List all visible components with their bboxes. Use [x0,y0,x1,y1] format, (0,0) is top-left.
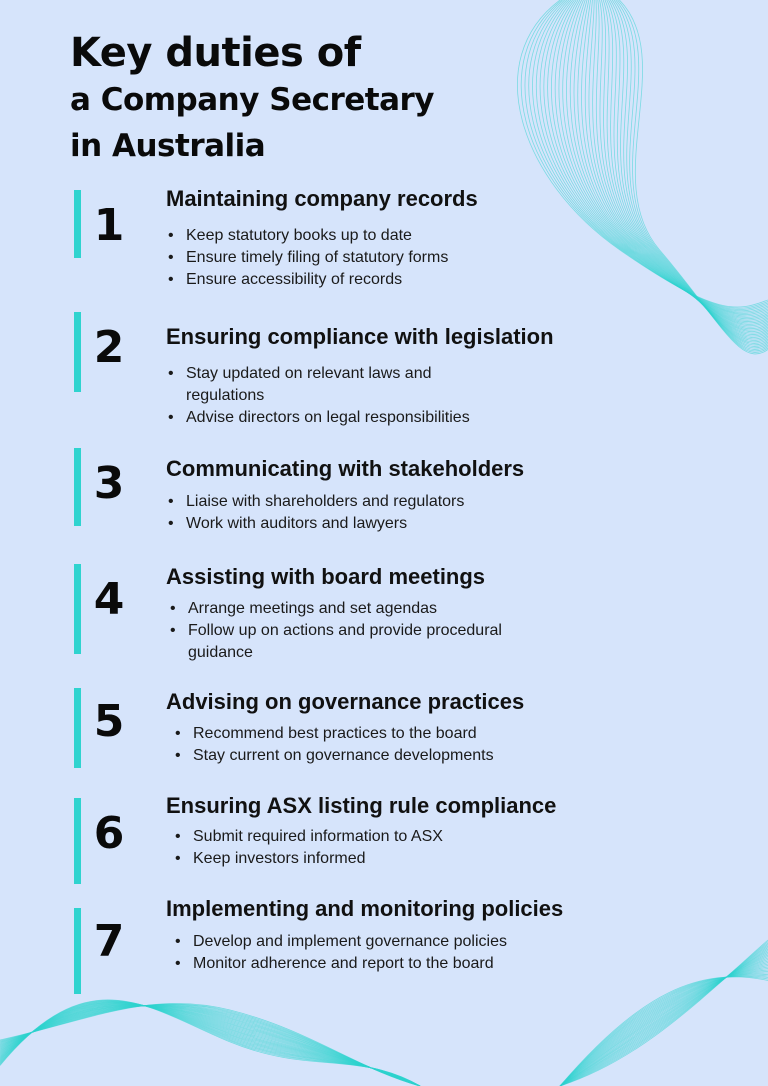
duty-heading: Communicating with stakeholders [166,456,525,481]
duty-bullet: • Arrange meetings and set agendas [168,598,523,620]
duty-number: 5 [93,696,125,747]
duty-bullet: • Recommend best practices to the board [173,723,513,745]
accent-bar [74,688,81,768]
duty-bullet-list [166,491,506,535]
duty-bullet: • Stay updated on relevant laws and regulations [166,363,466,407]
duty-bullet-list [168,598,523,664]
duty-bullet-list [166,363,470,429]
duty-bullet: • Keep investors informed [173,848,513,870]
page-title-line-1: Key duties of [70,30,361,76]
accent-bar [74,448,81,526]
accent-bar [74,564,81,654]
duty-number: 3 [93,458,125,509]
duty-heading: Ensuring compliance with legislation [166,324,554,349]
page-title-line-2: a Company Secretary [70,82,435,118]
duty-number: 4 [93,574,125,625]
duty-bullet: • Ensure timely filing of statutory forms [166,247,506,269]
duty-bullet: • Advise directors on legal responsibilities [166,407,526,429]
duty-bullet: • Follow up on actions and provide procedural guidance [168,620,523,664]
duty-bullet: • Stay current on governance developments [173,745,513,767]
duty-bullet: • Submit required information to ASX [173,826,513,848]
duty-bullet: • Work with auditors and lawyers [166,513,506,535]
duty-bullet-list [173,723,513,767]
duty-bullet-list [173,826,513,870]
accent-bar [74,312,81,392]
duty-heading: Assisting with board meetings [166,564,486,589]
duty-number: 2 [93,322,125,373]
duty-bullet-list [166,225,506,291]
accent-bar [74,908,81,994]
duty-bullet: • Ensure accessibility of records [166,269,506,291]
page-title-line-3: in Australia [70,128,266,164]
duty-heading: Maintaining company records [166,186,478,211]
accent-bar [74,798,81,884]
duty-heading: Implementing and monitoring policies [166,896,564,921]
duty-bullet: • Liaise with shareholders and regulators [166,491,506,513]
duty-number: 7 [93,916,125,967]
duty-bullet: • Develop and implement governance policies [173,931,533,953]
duty-heading: Ensuring ASX listing rule compliance [166,793,557,818]
duty-bullet-list [173,931,533,975]
duty-number: 6 [93,808,125,859]
accent-bar [74,190,81,258]
duty-bullet: • Monitor adherence and report to the board [173,953,533,975]
duty-number: 1 [93,200,125,251]
duty-bullet: • Keep statutory books up to date [166,225,506,247]
duty-heading: Advising on governance practices [166,689,525,714]
